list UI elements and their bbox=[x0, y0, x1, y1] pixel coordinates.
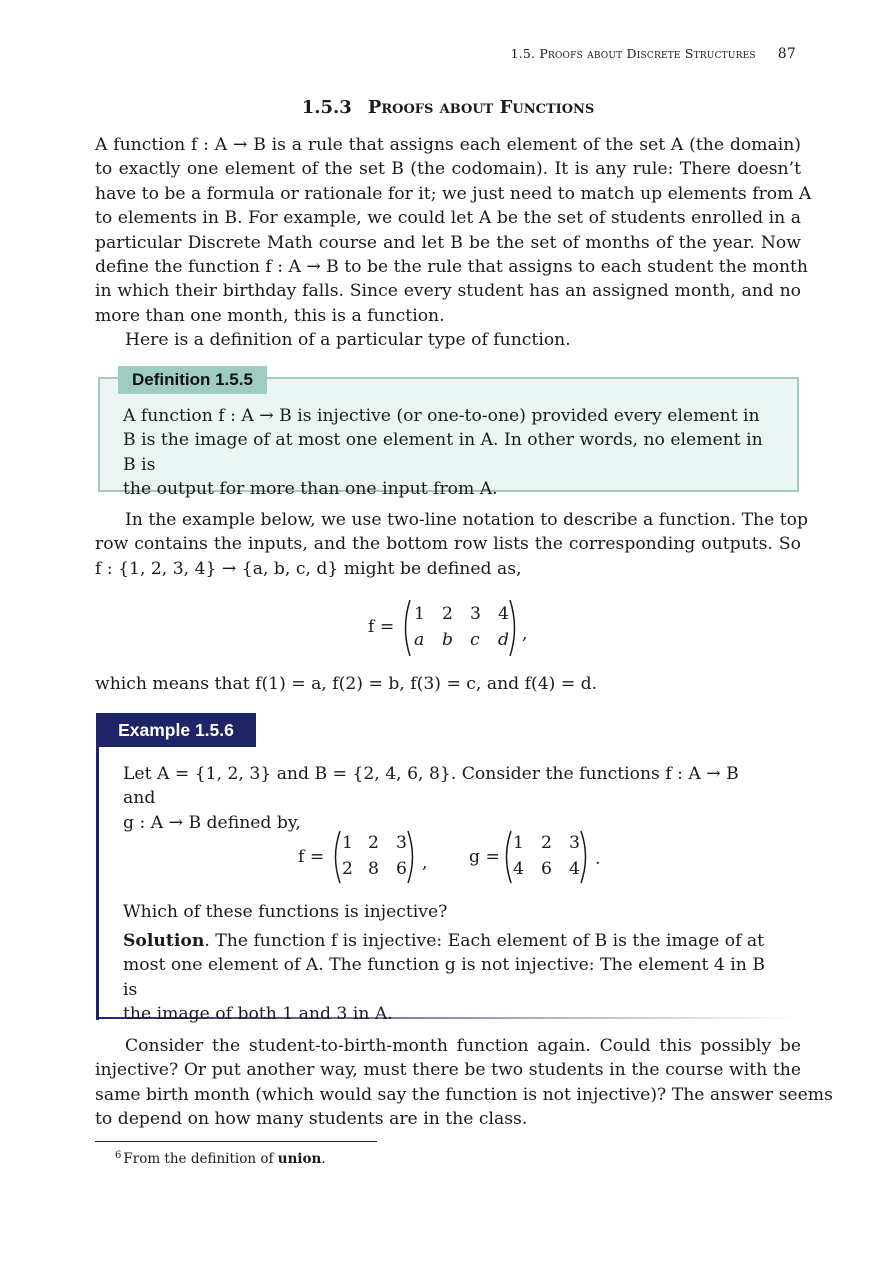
solution-label: Solution bbox=[123, 931, 205, 951]
matrix-punct: , bbox=[422, 853, 428, 873]
text-line: have to be a formula or rationale for it; we just need to match up elements from A bbox=[95, 183, 812, 204]
matrix-cell: 6 bbox=[541, 859, 552, 879]
definition-label: Definition 1.5.5 bbox=[118, 366, 267, 394]
left-paren-icon bbox=[501, 829, 513, 885]
text-line: Here is a definition of a particular type of function. bbox=[125, 330, 571, 351]
running-title: 1.5. Proofs about Discrete Structures bbox=[510, 46, 756, 61]
right-paren-icon bbox=[406, 829, 418, 885]
matrix-cell: 2 bbox=[442, 604, 453, 624]
text-line: to depend on how many students are in the class. bbox=[95, 1109, 528, 1130]
solution-text: . The function f is injective: Each element of B is the image of at bbox=[204, 931, 765, 951]
text-line: Consider the student-to-birth-month function again. Could this possibly be bbox=[125, 1036, 801, 1056]
text-line: which means that f(1) = a, f(2) = b, f(3) = c, and f(4) = d. bbox=[95, 674, 598, 694]
matrix-cell: 4 bbox=[498, 604, 509, 624]
text-line: more than one month, this is a function. bbox=[95, 305, 445, 326]
matrix-lhs: g = bbox=[469, 847, 500, 867]
two-line-paragraph bbox=[95, 508, 808, 581]
definition-text bbox=[123, 404, 773, 502]
definition-line: the output for more than one input from A. bbox=[123, 479, 498, 500]
matrix-lhs: f = bbox=[368, 617, 395, 637]
text-line: injective? Or put another way, must there be two students in the course with the bbox=[95, 1060, 801, 1081]
section-number: 1.5.3 bbox=[301, 97, 352, 118]
definition-line: B is the image of at most one element in A. In other words, no element in B is bbox=[123, 430, 763, 475]
example-question: Which of these functions is injective? bbox=[123, 902, 448, 922]
solution-line: most one element of A. The function g is not injective: The element 4 in B is bbox=[123, 955, 765, 1000]
text-line: row contains the inputs, and the bottom row lists the corresponding outputs. So bbox=[95, 534, 801, 555]
intro-paragraph bbox=[95, 133, 812, 353]
footnote-end: . bbox=[321, 1151, 326, 1167]
matrix-cell: 2 bbox=[342, 859, 353, 879]
function-matrix-g bbox=[469, 829, 609, 885]
matrix-punct: , bbox=[522, 624, 528, 644]
text-line: in which their birthday falls. Since every student has an assigned month, and no bbox=[95, 281, 801, 302]
example-label: Example 1.5.6 bbox=[96, 713, 256, 747]
function-matrix-f bbox=[298, 829, 438, 885]
matrix-cell: 3 bbox=[470, 604, 481, 624]
matrix-cell: a bbox=[414, 630, 425, 650]
text-line: particular Discrete Math course and let B be the set of months of the year. Now bbox=[95, 232, 801, 253]
matrix-cell: b bbox=[442, 630, 454, 650]
matrix-cell: 4 bbox=[513, 859, 524, 879]
example-solution bbox=[123, 929, 773, 1027]
matrix-cell: 4 bbox=[569, 859, 580, 879]
section-heading bbox=[0, 97, 896, 118]
footnote-mark: 6 bbox=[115, 1150, 122, 1161]
matrix-cell: 3 bbox=[569, 833, 580, 853]
text-line: In the example below, we use two-line notation to describe a function. The top bbox=[125, 510, 808, 530]
function-matrix-f-display bbox=[368, 598, 558, 658]
matrix-cell: d bbox=[498, 630, 510, 650]
solution-line: the image of both 1 and 3 in A. bbox=[123, 1004, 393, 1025]
footnote bbox=[115, 1150, 326, 1167]
text-line: define the function f : A → B to be the rule that assigns to each student the month bbox=[95, 257, 809, 278]
page-number: 87 bbox=[777, 46, 796, 62]
left-paren-icon bbox=[330, 829, 342, 885]
left-paren-icon bbox=[400, 598, 412, 658]
solution-line bbox=[123, 929, 773, 953]
matrix-cell: 6 bbox=[396, 859, 407, 879]
text-line: to elements in B. For example, we could let A be the set of students enrolled in a bbox=[95, 208, 801, 229]
right-paren-icon bbox=[579, 829, 591, 885]
footnote-term: union bbox=[277, 1151, 322, 1167]
text-line: f : {1, 2, 3, 4} → {a, b, c, d} might be defined as, bbox=[95, 558, 522, 579]
matrix-cell: 2 bbox=[541, 833, 552, 853]
matrix-lhs: f = bbox=[298, 847, 325, 867]
text-line: to exactly one element of the set B (the codomain). It is any rule: There doesn’t bbox=[95, 159, 801, 180]
matrix-cell: 1 bbox=[513, 833, 524, 853]
example-accent-bar bbox=[96, 713, 99, 1020]
example-line: Let A = {1, 2, 3} and B = {2, 4, 6, 8}. Consider the functions f : A → B and bbox=[123, 764, 739, 809]
example-statement bbox=[123, 762, 773, 835]
footnote-text: From the definition of bbox=[123, 1151, 278, 1167]
matrix-cell: 2 bbox=[368, 833, 379, 853]
matrix-cell: 3 bbox=[396, 833, 407, 853]
running-header bbox=[511, 46, 796, 62]
right-paren-icon bbox=[508, 598, 520, 658]
matrix-punct: . bbox=[595, 849, 601, 869]
closing-paragraph bbox=[95, 1034, 833, 1132]
text-line: A function f : A → B is a rule that assigns each element of the set A (the domain) bbox=[95, 135, 801, 155]
matrix-cell: 1 bbox=[414, 604, 425, 624]
means-paragraph bbox=[95, 672, 801, 696]
section-title: Proofs about Functions bbox=[367, 97, 595, 118]
matrix-cell: c bbox=[470, 630, 480, 650]
matrix-cell: 1 bbox=[342, 833, 353, 853]
matrix-cell: 8 bbox=[368, 859, 379, 879]
footnote-rule bbox=[95, 1141, 377, 1142]
definition-line: A function f : A → B is injective (or one-to-one) provided every element in bbox=[123, 406, 760, 426]
example-line: g : A → B defined by, bbox=[123, 812, 301, 833]
text-line: same birth month (which would say the function is not injective)? The answer seems bbox=[95, 1084, 833, 1105]
